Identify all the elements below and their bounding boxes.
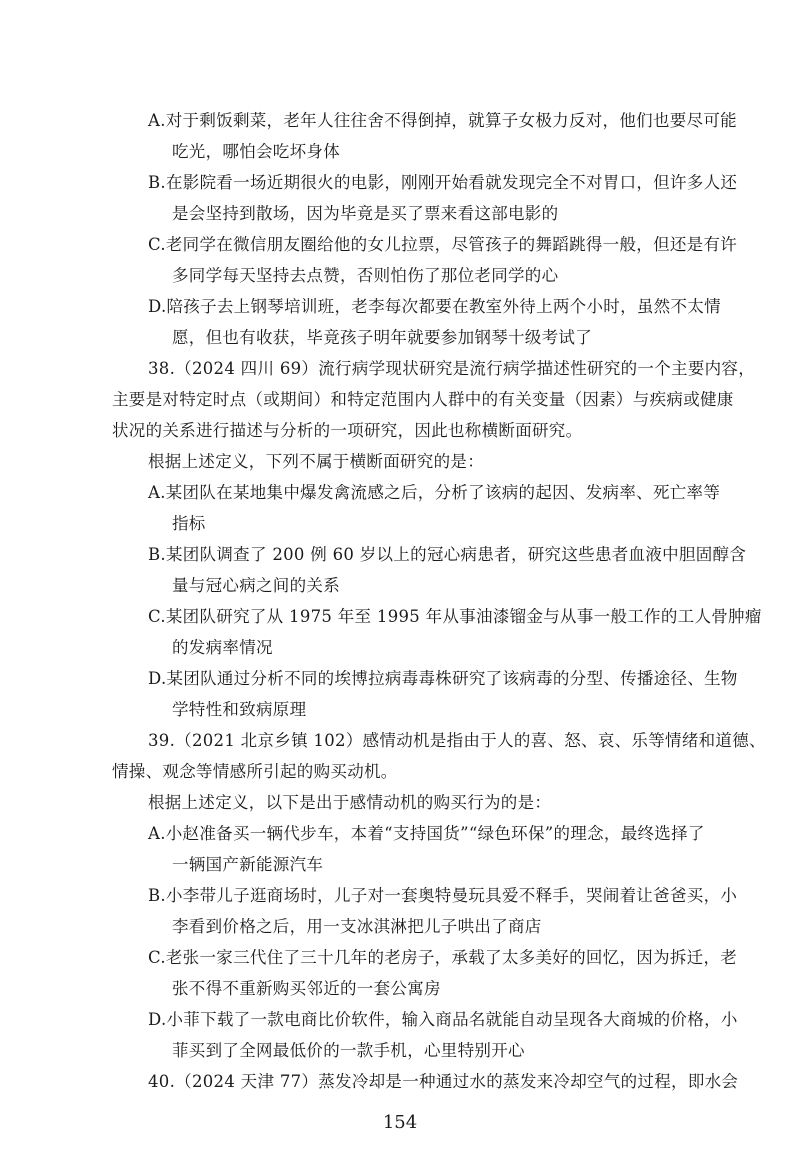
q38-option-b: B.某团队调查了 200 例 60 岁以上的冠心病患者，研究这些患者血液中胆固醇含 bbox=[148, 545, 747, 564]
q37-option-b-cont: 是会坚持到散场，因为毕竟是买了票来看这部电影的 bbox=[172, 204, 559, 223]
q39-option-c: C.老张一家三代住了三十几年的老房子，承载了太多美好的回忆，因为拆迁，老 bbox=[148, 948, 738, 967]
q38-stem-line-3: 状况的关系进行描述与分析的一项研究，因此也称横断面研究。 bbox=[112, 421, 583, 440]
q39-option-b-cont: 李看到价格之后，用一支冰淇淋把儿子哄出了商店 bbox=[172, 917, 542, 936]
q39-stem-line-1: 39.（2021 北京乡镇 102）感情动机是指由于人的喜、怒、哀、乐等情绪和道德、 bbox=[148, 731, 766, 750]
q40-stem-line-1: 40.（2024 天津 77）蒸发冷却是一种通过水的蒸发来冷却空气的过程，即水会 bbox=[148, 1072, 739, 1091]
q37-option-a: A.对于剩饭剩菜，老年人往往舍不得倒掉，就算子女极力反对，他们也要尽可能 bbox=[148, 111, 737, 130]
q37-option-d: D.陪孩子去上钢琴培训班，老李每次都要在教室外待上两个小时，虽然不太情 bbox=[148, 297, 721, 316]
q39-option-c-cont: 张不得不重新购买邻近的一套公寓房 bbox=[172, 979, 441, 998]
q39-option-d: D.小菲下载了一款电商比价软件，输入商品名就能自动呈现各大商城的价格，小 bbox=[148, 1010, 738, 1029]
q38-option-a: A.某团队在某地集中爆发禽流感之后，分析了该病的起因、发病率、死亡率等 bbox=[148, 483, 721, 502]
q38-option-c: C.某团队研究了从 1975 年至 1995 年从事油漆镏金与从事一般工作的工人骨肿瘤 bbox=[148, 607, 762, 626]
q37-option-a-cont: 吃光，哪怕会吃坏身体 bbox=[172, 142, 340, 161]
q38-option-d: D.某团队通过分析不同的埃博拉病毒毒株研究了该病毒的分型、传播途径、生物 bbox=[148, 669, 738, 688]
q39-option-b: B.小李带儿子逛商场时，儿子对一套奥特曼玩具爱不释手，哭闹着让爸爸买，小 bbox=[148, 886, 738, 905]
q39-question: 根据上述定义，以下是出于感情动机的购买行为的是： bbox=[148, 793, 552, 812]
q39-option-d-cont: 菲买到了全网最低价的一款手机，心里特别开心 bbox=[172, 1041, 525, 1060]
q38-stem-line-2: 主要是对特定时点（或期间）和特定范围内人群中的有关变量（因素）与疾病或健康 bbox=[112, 390, 734, 409]
q37-option-d-cont: 愿，但也有收获，毕竟孩子明年就要参加钢琴十级考试了 bbox=[172, 328, 592, 347]
q38-option-a-cont: 指标 bbox=[172, 514, 206, 533]
page-number: 154 bbox=[382, 1112, 418, 1133]
q37-option-c: C.老同学在微信朋友圈给他的女儿拉票，尽管孩子的舞蹈跳得一般，但还是有许 bbox=[148, 235, 738, 254]
q39-option-a: A.小赵准备买一辆代步车，本着“支持国货”“绿色环保”的理念，最终选择了 bbox=[148, 824, 705, 843]
q38-option-b-cont: 量与冠心病之间的关系 bbox=[172, 576, 340, 595]
q37-option-b: B.在影院看一场近期很火的电影，刚刚开始看就发现完全不对胃口，但许多人还 bbox=[148, 173, 738, 192]
q38-option-d-cont: 学特性和致病原理 bbox=[172, 700, 307, 719]
q38-question: 根据上述定义，下列不属于横断面研究的是： bbox=[148, 452, 484, 471]
q37-option-c-cont: 多同学每天坚持去点赞，否则怕伤了那位老同学的心 bbox=[172, 266, 559, 285]
q39-option-a-cont: 一辆国产新能源汽车 bbox=[172, 855, 324, 874]
q38-option-c-cont: 的发病率情况 bbox=[172, 638, 273, 657]
q39-stem-line-2: 情操、观念等情感所引起的购买动机。 bbox=[112, 762, 398, 781]
q38-stem-line-1: 38.（2024 四川 69）流行病学现状研究是流行病学描述性研究的一个主要内容， bbox=[148, 359, 756, 378]
